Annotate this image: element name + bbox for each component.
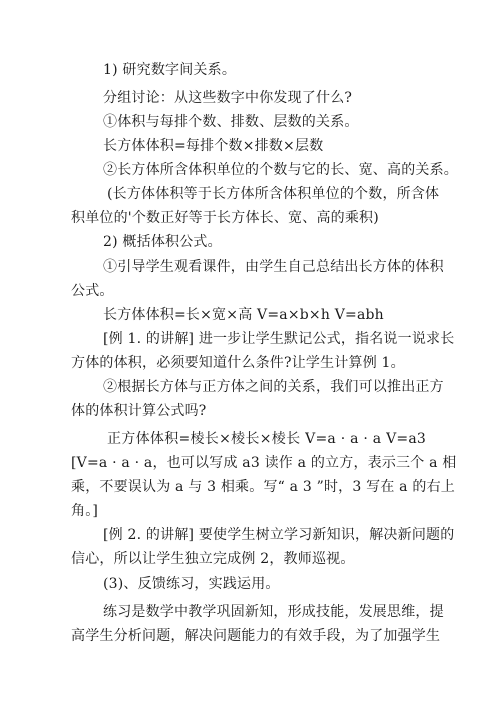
formula-line: 正方体体积=棱长×棱长×棱长 V=a · a · a V=a3 xyxy=(107,431,426,447)
paragraph-line: 公式。 xyxy=(71,283,114,299)
paragraph-line: ①引导学生观看课件，由学生自己总结出长方体的体积 xyxy=(103,259,444,275)
paragraph-line: 练习是数学中教学巩固新知，形成技能，发展思维，提 xyxy=(103,604,444,620)
paragraph-line: ②长方体所含体积单位的个数与它的长、宽、高的关系。 xyxy=(103,162,458,178)
paragraph-line: 信心，所以让学生独立完成例 2，教师巡视。 xyxy=(71,551,355,567)
paragraph-line: 积单位的'个数正好等于长方体长、宽、高的乘积) xyxy=(71,210,379,226)
section-heading-2: 2) 概括体积公式。 xyxy=(103,234,222,250)
section-heading-1: 1) 研究数字间关系。 xyxy=(103,62,237,78)
paragraph-line: 乘，不要误认为 a 与 3 相乘。写“ a 3 ”时，3 写在 a 的右上 xyxy=(71,479,455,495)
paragraph-line: 高学生分析问题，解决问题能力的有效手段，为了加强学生 xyxy=(71,628,441,644)
paragraph-line: 角。] xyxy=(71,503,99,519)
formula-line: 长方体体积=长×宽×高 V=a×b×h V=abh xyxy=(103,307,384,323)
paragraph-line: [V=a · a · a，也可以写成 a3 读作 a 的立方，表示三个 a 相 xyxy=(71,455,457,471)
paragraph-line: [例 2. 的讲解] 要使学生树立学习新知识，解决新问题的 xyxy=(103,527,455,543)
paragraph-line: ①体积与每排个数、排数、层数的关系。 xyxy=(103,114,359,130)
paragraph-line: 体的体积计算公式吗? xyxy=(71,403,207,419)
paragraph-line: (长方体体积等于长方体所含体积单位的个数，所含体 xyxy=(107,186,440,202)
section-heading-3: (3)、反馈练习，实践运用。 xyxy=(103,576,280,592)
paragraph-line: 方体的体积，必须要知道什么条件?让学生计算例 1。 xyxy=(71,355,405,371)
paragraph-line: 分组讨论：从这些数字中你发现了什么? xyxy=(103,90,353,106)
paragraph-line: ②根据长方体与正方体之间的关系，我们可以推出正方 xyxy=(103,379,444,395)
formula-line: 长方体体积=每排个数×排数×层数 xyxy=(103,138,324,154)
paragraph-line: [例 1. 的讲解] 进一步让学生默记公式，指名说一说求长 xyxy=(103,331,455,347)
